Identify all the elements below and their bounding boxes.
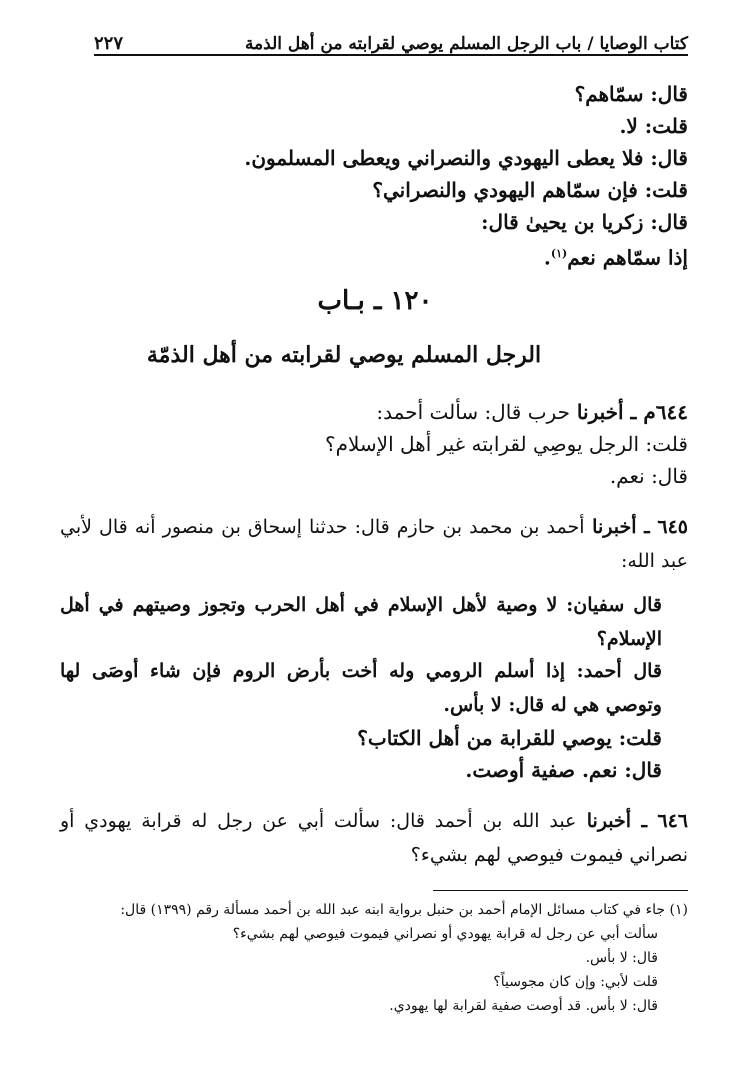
narration-lead: أخبرنا [586, 810, 632, 832]
dialogue-line: قال: سمّاهم؟ [574, 82, 688, 106]
narration-645-end [60, 722, 688, 786]
narration-text: عبد الله بن أحمد قال: سألت أبي عن رجل له قرابة يهودي أو نصراني فيموت فيوصي لهم بشيء؟ [60, 810, 688, 866]
narration-lead: أخبرنا [576, 400, 624, 424]
footnote-line: سألت أبي عن رجل له قرابة يهودي أو نصراني فيموت فيوصي لهم بشيء؟ [232, 926, 658, 942]
page-number: ٢٢٧ [94, 33, 124, 54]
narration-number: ٦٤٥ ـ [644, 516, 689, 538]
narration-paragraph: قال أحمد: إذا أسلم الرومي وله أخت بأرض الروم فإن شاء أوصَى لها وتوصي هي له قال: لا بأس. [60, 660, 662, 716]
page-header [94, 28, 688, 56]
narration-645 [60, 510, 688, 578]
narration-646 [60, 804, 688, 872]
footnote-line: قال: لا بأس. قد أوصت صفية لقرابة لها يهودي. [389, 998, 658, 1014]
narration-line: قال: نعم. صفية أوصت. [465, 758, 662, 782]
narration-line: قال: نعم. [609, 464, 688, 488]
narration-paragraph: قال سفيان: لا وصية لأهل الإسلام في أهل الحرب وتجوز وصيتهم في أهل الإسلام؟ [60, 594, 662, 650]
dialogue-line-with-note: إذا سمّاهم نعم$^{(١)}$. [543, 245, 688, 270]
dialogue-block [60, 78, 688, 270]
dialogue-line: قال: زكريا بن يحيىٰ قال: [481, 210, 688, 234]
dialogue-line: قال: فلا يعطى اليهودي والنصراني ويعطى المسلمون. [244, 146, 688, 170]
narration-644 [60, 396, 688, 492]
narration-lead: أخبرنا [592, 516, 637, 538]
footnote-line: قلت لأبي: وإن كان مجوسياً؟ [493, 974, 658, 990]
chapter-title: الرجل المسلم يوصي لقرابته من أهل الذمّة [146, 342, 542, 368]
narration-text: أحمد بن محمد بن حازم قال: حدثنا إسحاق بن منصور أنه قال لأبي عبد الله: [60, 516, 688, 572]
dialogue-text: إذا سمّاهم نعم [567, 245, 688, 270]
footnotes [60, 898, 688, 1018]
section-heading: ١٢٠ ـ بـاب [317, 286, 433, 316]
narration-opening [60, 396, 688, 428]
footnote-divider [433, 890, 688, 891]
footnote-line: قال: لا بأس. [585, 950, 658, 966]
footnote-line: (١) جاء في كتاب مسائل الإمام أحمد بن حنبل برواية ابنه عبد الله بن أحمد مسألة رقم (١٣٩٩) قال: [120, 902, 688, 918]
dialogue-line: قلت: فإن سمّاهم اليهودي والنصراني؟ [372, 178, 688, 202]
running-title: كتاب الوصايا / باب الرجل المسلم يوصي لقرابته من أهل الذمة [244, 34, 688, 54]
footnote-marker: (١) [550, 247, 568, 260]
narration-line: قلت: الرجل يوصِي لقرابته غير أهل الإسلام؟ [324, 432, 688, 456]
narration-text: حرب قال: سألت أحمد: [376, 400, 570, 424]
narration-number: ٦٤٦ ـ [641, 810, 688, 832]
narration-line: قلت: يوصي للقرابة من أهل الكتاب؟ [357, 726, 662, 750]
dialogue-line: قلت: لا. [619, 114, 688, 138]
narration-number: ٦٤٤م ـ [630, 400, 688, 424]
